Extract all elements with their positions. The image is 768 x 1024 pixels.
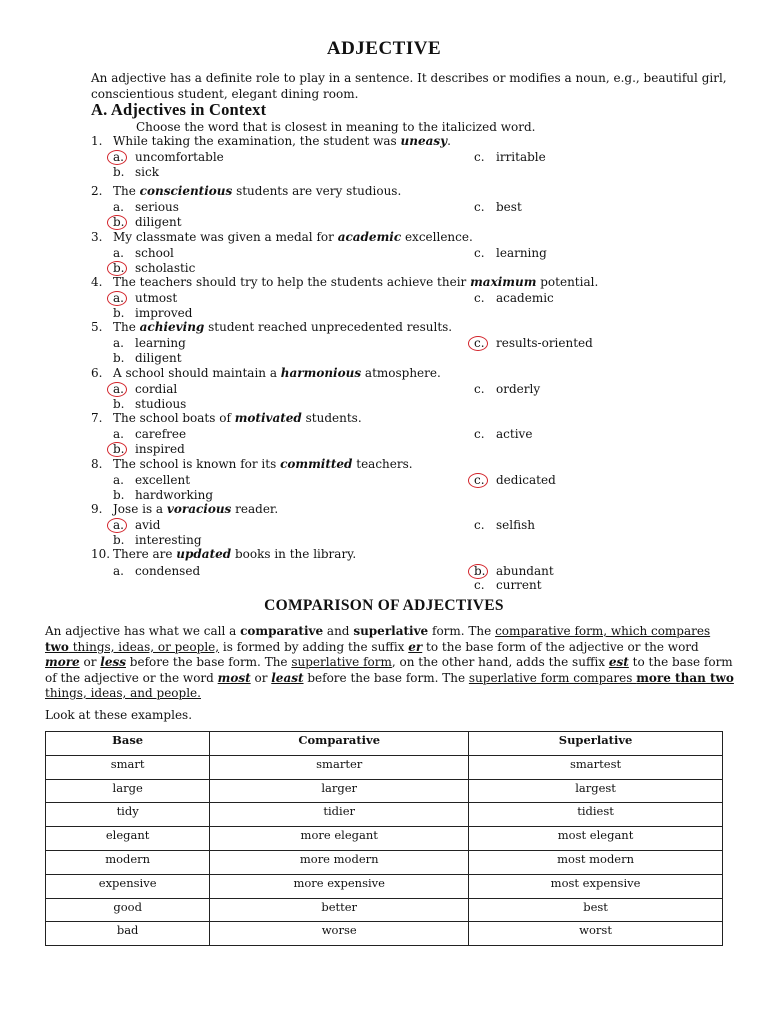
- cell-base: large: [46, 779, 210, 803]
- option-text: hardworking: [135, 488, 214, 502]
- cell-superlative: most modern: [469, 850, 723, 874]
- italicized-word: achieving: [139, 320, 205, 334]
- option-a[interactable]: [113, 427, 186, 441]
- header-comparative: Comparative: [210, 732, 469, 756]
- option-letter: c.: [474, 382, 485, 396]
- cell-superlative: smartest: [469, 755, 723, 779]
- question-text-post: atmosphere.: [361, 366, 441, 380]
- option-b[interactable]: [113, 306, 192, 320]
- option-letter: c.: [474, 473, 485, 487]
- option-text: academic: [496, 291, 554, 305]
- cell-base: bad: [46, 922, 210, 946]
- answer-circle-mark: [107, 150, 127, 165]
- table-header-row: [46, 732, 723, 756]
- italicized-word: updated: [176, 547, 232, 561]
- section-b-heading: COMPARISON OF ADJECTIVES: [264, 597, 504, 614]
- cell-superlative: most expensive: [469, 874, 723, 898]
- option-c[interactable]: [474, 427, 532, 441]
- option-text: active: [496, 427, 533, 441]
- italicized-word: motivated: [234, 411, 302, 425]
- option-letter: b.: [113, 261, 125, 275]
- question-number: 4.: [91, 275, 103, 289]
- italicized-word: academic: [337, 230, 402, 244]
- comparison-paragraph: An adjective has what we call a comparative and superlative form. The comparative form, which compares two things, ideas, or people, is formed by adding the suffix er to the base form of the adjective or the word more or less before the base form. The superlative form, on the other hand, adds the suffix est to the base form of the adjective or the word most or least before the base form. The superlative form compares more than two things, ideas, and people.: [45, 624, 734, 700]
- question-number: 7.: [91, 411, 103, 425]
- option-text: uncomfortable: [135, 150, 224, 164]
- question-2: [91, 184, 401, 198]
- question-number: 9.: [91, 502, 103, 516]
- cell-base: elegant: [46, 827, 210, 851]
- question-number: 6.: [91, 366, 103, 380]
- option-text: cordial: [135, 382, 178, 396]
- header-superlative: Superlative: [469, 732, 723, 756]
- option-text: sick: [135, 165, 159, 179]
- option-a[interactable]: [113, 336, 186, 350]
- question-6: [91, 366, 441, 380]
- answer-circle-mark: [107, 518, 127, 533]
- question-text-post: .: [447, 134, 451, 148]
- cell-comparative: worse: [210, 922, 469, 946]
- question-text-pre: My classmate was given a medal for: [113, 230, 338, 244]
- cell-comparative: larger: [210, 779, 469, 803]
- question-text-pre: The school is known for its: [113, 457, 281, 471]
- section-a-heading: A. Adjectives in Context: [91, 100, 267, 119]
- option-letter: a.: [113, 246, 124, 260]
- table-row: [46, 827, 723, 851]
- answer-circle-mark: [107, 291, 127, 306]
- question-text-pre: The teachers should try to help the students achieve their: [113, 275, 471, 289]
- cell-comparative: more modern: [210, 850, 469, 874]
- option-text: studious: [135, 397, 187, 411]
- answer-circle-mark: [468, 564, 488, 579]
- option-c[interactable]: [474, 291, 554, 305]
- question-text-post: excellence.: [401, 230, 473, 244]
- option-text: condensed: [135, 564, 201, 578]
- option-a[interactable]: [113, 200, 179, 214]
- question-7: [91, 411, 362, 425]
- option-c[interactable]: [474, 578, 542, 592]
- option-text: serious: [135, 200, 179, 214]
- option-letter: b.: [113, 533, 125, 547]
- italicized-word: voracious: [166, 502, 232, 516]
- option-b[interactable]: [113, 165, 159, 179]
- option-text: learning: [135, 336, 186, 350]
- question-number: 3.: [91, 230, 103, 244]
- option-text: improved: [135, 306, 193, 320]
- question-3: [91, 230, 473, 244]
- option-text: orderly: [496, 382, 541, 396]
- question-text-pre: Jose is a: [113, 502, 167, 516]
- option-letter: b.: [113, 351, 125, 365]
- option-text: selfish: [496, 518, 535, 532]
- answer-circle-mark: [468, 336, 488, 351]
- question-text-pre: The school boats of: [113, 411, 235, 425]
- option-letter: b.: [113, 397, 125, 411]
- question-4: [91, 275, 598, 289]
- option-letter: a.: [113, 382, 124, 396]
- italicized-word: conscientious: [139, 184, 233, 198]
- cell-superlative: worst: [469, 922, 723, 946]
- italicized-word: maximum: [470, 275, 537, 289]
- table-row: [46, 850, 723, 874]
- question-text-pre: A school should maintain a: [113, 366, 281, 380]
- question-number: 8.: [91, 457, 103, 471]
- option-a[interactable]: [113, 473, 190, 487]
- cell-comparative: better: [210, 898, 469, 922]
- option-letter: a.: [113, 336, 124, 350]
- option-text: dedicated: [496, 473, 556, 487]
- cell-base: smart: [46, 755, 210, 779]
- question-number: 1.: [91, 134, 103, 148]
- option-letter: c.: [474, 427, 485, 441]
- italicized-word: harmonious: [280, 366, 362, 380]
- page-title: ADJECTIVE: [326, 38, 442, 59]
- question-9: [91, 502, 278, 516]
- option-letter: a.: [113, 200, 124, 214]
- section-a-instruction: Choose the word that is closest in meaning to the italicized word.: [136, 120, 536, 134]
- option-letter: a.: [113, 473, 124, 487]
- cell-superlative: most elegant: [469, 827, 723, 851]
- header-base: Base: [46, 732, 210, 756]
- option-c[interactable]: [474, 336, 593, 350]
- option-letter: a.: [113, 291, 124, 305]
- option-c[interactable]: [474, 150, 546, 164]
- option-letter: c.: [474, 291, 485, 305]
- option-text: inspired: [135, 442, 185, 456]
- option-text: diligent: [135, 351, 182, 365]
- question-text-post: students.: [301, 411, 362, 425]
- option-text: scholastic: [135, 261, 196, 275]
- option-letter: b.: [113, 165, 125, 179]
- cell-base: tidy: [46, 803, 210, 827]
- question-text-post: potential.: [536, 275, 599, 289]
- option-letter: a.: [113, 564, 124, 578]
- option-text: diligent: [135, 215, 182, 229]
- option-text: avid: [135, 518, 161, 532]
- option-b[interactable]: [113, 397, 186, 411]
- table-row: [46, 779, 723, 803]
- italicized-word: committed: [280, 457, 353, 471]
- intro-paragraph: An adjective has a definite role to play in a sentence. It describes or modifies a noun, e.g., beautiful girl, conscientious student, elegant dining room.: [91, 71, 727, 101]
- cell-comparative: tidier: [210, 803, 469, 827]
- option-text: results-oriented: [496, 336, 593, 350]
- question-text-pre: There are: [113, 547, 177, 561]
- option-text: learning: [496, 246, 547, 260]
- answer-circle-mark: [468, 473, 488, 488]
- table-row: [46, 898, 723, 922]
- italicized-word: uneasy: [400, 134, 448, 148]
- option-letter: c.: [474, 150, 485, 164]
- option-b[interactable]: [113, 533, 202, 547]
- cell-superlative: best: [469, 898, 723, 922]
- option-a[interactable]: [113, 564, 200, 578]
- option-c[interactable]: [474, 246, 547, 260]
- question-number: 2.: [91, 184, 103, 198]
- answer-circle-mark: [107, 261, 127, 276]
- question-text-pre: The: [113, 320, 140, 334]
- answer-circle-mark: [107, 382, 127, 397]
- option-letter: a.: [113, 150, 124, 164]
- answer-circle-mark: [107, 442, 127, 457]
- table-row: [46, 755, 723, 779]
- question-number: 10.: [91, 547, 111, 561]
- option-letter: c.: [474, 578, 485, 592]
- option-b[interactable]: [113, 351, 182, 365]
- cell-base: expensive: [46, 874, 210, 898]
- option-text: school: [135, 246, 174, 260]
- option-letter: b.: [113, 442, 125, 456]
- option-letter: c.: [474, 246, 485, 260]
- option-text: utmost: [135, 291, 178, 305]
- question-text-pre: The: [113, 184, 140, 198]
- option-c[interactable]: [474, 382, 540, 396]
- option-b[interactable]: [113, 488, 213, 502]
- option-letter: c.: [474, 518, 485, 532]
- option-letter: a.: [113, 518, 124, 532]
- option-letter: c.: [474, 336, 485, 350]
- option-letter: b.: [113, 306, 125, 320]
- option-a[interactable]: [113, 150, 224, 164]
- option-letter: b.: [474, 564, 486, 578]
- cell-superlative: tidiest: [469, 803, 723, 827]
- cell-comparative: more elegant: [210, 827, 469, 851]
- question-text-post: students are very studious.: [232, 184, 402, 198]
- cell-base: modern: [46, 850, 210, 874]
- option-text: irritable: [496, 150, 546, 164]
- option-letter: a.: [113, 427, 124, 441]
- option-letter: b.: [113, 215, 125, 229]
- cell-base: good: [46, 898, 210, 922]
- question-text-post: student reached unprecedented results.: [204, 320, 453, 334]
- question-text-post: reader.: [231, 502, 279, 516]
- table-row: [46, 922, 723, 946]
- question-text-post: books in the library.: [231, 547, 357, 561]
- option-text: best: [496, 200, 522, 214]
- question-10: [91, 547, 356, 561]
- cell-comparative: smarter: [210, 755, 469, 779]
- option-text: interesting: [135, 533, 202, 547]
- question-text-pre: While taking the examination, the student was: [113, 134, 401, 148]
- table-row: [46, 803, 723, 827]
- option-c[interactable]: [474, 200, 522, 214]
- answer-circle-mark: [107, 215, 127, 230]
- option-text: current: [496, 578, 542, 592]
- question-1: [91, 134, 451, 148]
- cell-comparative: more expensive: [210, 874, 469, 898]
- option-c[interactable]: [474, 518, 535, 532]
- option-letter: c.: [474, 200, 485, 214]
- question-5: [91, 320, 452, 334]
- question-8: [91, 457, 413, 471]
- option-text: carefree: [135, 427, 187, 441]
- option-letter: b.: [113, 488, 125, 502]
- option-text: excellent: [135, 473, 191, 487]
- comparison-table: [45, 731, 723, 946]
- examples-intro: Look at these examples.: [45, 708, 193, 722]
- option-a[interactable]: [113, 246, 174, 260]
- question-text-post: teachers.: [352, 457, 413, 471]
- question-number: 5.: [91, 320, 103, 334]
- table-row: [46, 874, 723, 898]
- option-text: abundant: [496, 564, 554, 578]
- cell-superlative: largest: [469, 779, 723, 803]
